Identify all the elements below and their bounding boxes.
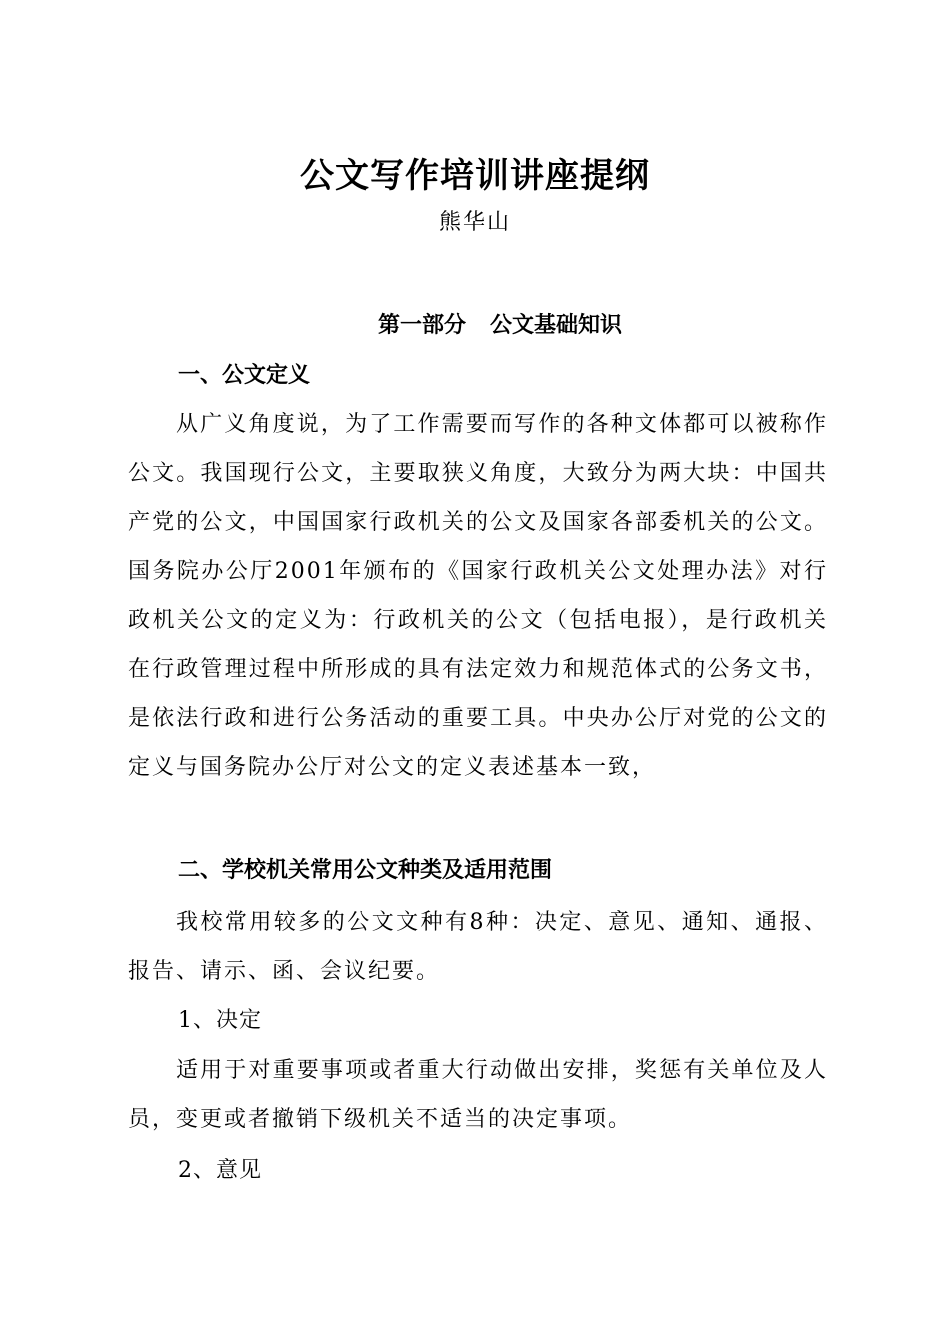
section-paragraph-categories: 我校常用较多的公文文种有8种：决定、意见、通知、通报、报告、请示、函、会议纪要。: [128, 910, 828, 984]
list-item-label-decision: 1、决定: [178, 1008, 262, 1033]
part-heading-number: 第一部分: [377, 313, 466, 338]
section-heading-categories: 二、学校机关常用公文种类及适用范围: [178, 858, 553, 883]
document-author: 熊华山: [438, 210, 511, 235]
document-title: 公文写作培训讲座提纲: [300, 156, 650, 196]
list-item-label-opinion: 2、意见: [178, 1158, 262, 1183]
section-heading-definition: 一、公文定义: [178, 363, 311, 388]
list-item-text-decision: 适用于对重要事项或者重大行动做出安排，奖惩有关单位及人员，变更或者撤销下级机关不适当的决定事项。: [128, 1058, 828, 1132]
part-heading-title: 公文基础知识: [490, 313, 623, 338]
section-paragraph-definition: 从广义角度说，为了工作需要而写作的各种文体都可以被称作公文。我国现行公文，主要取狭义角度，大致分为两大块：中国共产党的公文，中国国家行政机关的公文及国家各部委机关的公文。国务院办公厅2001年颁布的《国家行政机关公文处理办法》对行政机关公文的定义为：行政机关的公文（包括电报），是行政机关在行政管理过程中所形成的具有法定效力和规范体式的公务文书，是依法行政和进行公务活动的重要工具。中央办公厅对党的公文的定义与国务院办公厅对公文的定义表述基本一致，: [128, 412, 828, 780]
part-heading: [0, 308, 950, 344]
